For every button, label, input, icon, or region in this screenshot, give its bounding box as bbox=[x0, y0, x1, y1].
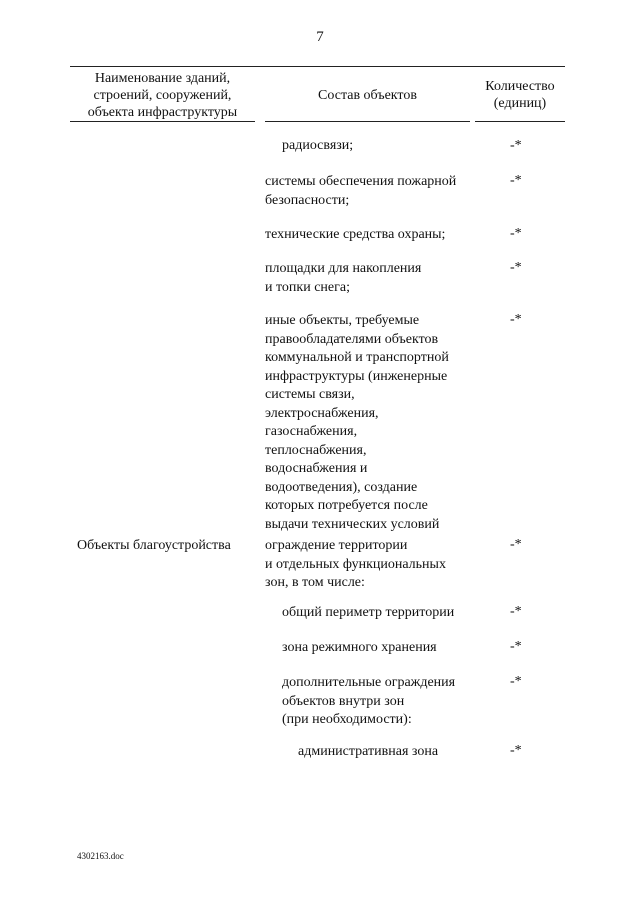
table-row-quantity: -* bbox=[510, 674, 522, 689]
table-row-composition: административная зона bbox=[298, 744, 439, 759]
table-row-composition: ограждение территории и отдельных функциональных зон, в том числе: bbox=[265, 538, 446, 590]
header-name: Наименование зданий, строений, сооружений, объекта инфраструктуры bbox=[87, 71, 238, 120]
table-row-name: Объекты благоустройства bbox=[77, 538, 231, 553]
document-id: 4302163.doc bbox=[77, 851, 124, 861]
header-rule-middle bbox=[265, 121, 470, 122]
header-composition: Состав объектов bbox=[318, 88, 417, 103]
table-row-quantity: -* bbox=[510, 226, 522, 241]
table-row-composition: технические средства охраны; bbox=[265, 227, 446, 242]
header-rule-left bbox=[70, 121, 255, 122]
table-top-rule bbox=[70, 66, 565, 67]
table-row-composition: системы обеспечения пожарной безопасности; bbox=[265, 174, 457, 208]
table-row-quantity: -* bbox=[510, 743, 522, 758]
table-row-composition: зона режимного хранения bbox=[282, 640, 437, 655]
table-row-quantity: -* bbox=[510, 639, 522, 654]
table-row-quantity: -* bbox=[510, 604, 522, 619]
table-row-quantity: -* bbox=[510, 138, 522, 153]
table-row-composition: радиосвязи; bbox=[282, 138, 354, 153]
table-row-composition: площадки для накопления и топки снега; bbox=[265, 261, 422, 295]
table-row-composition: дополнительные ограждения объектов внутри зон (при необходимости): bbox=[282, 675, 456, 727]
table-row-composition: иные объекты, требуемые правообладателями объектов коммунальной и транспортной инфраструктуры (инженерные системы связи, электроснабжения, газоснабжения, теплоснабжения, водоснабжения и водоотведения), создание которых потребуется после выдачи технических условий bbox=[265, 313, 449, 532]
page-number: 7 bbox=[316, 29, 324, 45]
table-row-composition: общий периметр территории bbox=[282, 605, 455, 620]
table-row-quantity: -* bbox=[510, 537, 522, 552]
header-rule-right bbox=[475, 121, 565, 122]
header-quantity: Количество (единиц) bbox=[485, 79, 555, 111]
table-row-quantity: -* bbox=[510, 173, 522, 188]
table-row-quantity: -* bbox=[510, 312, 522, 327]
table-row-quantity: -* bbox=[510, 260, 522, 275]
